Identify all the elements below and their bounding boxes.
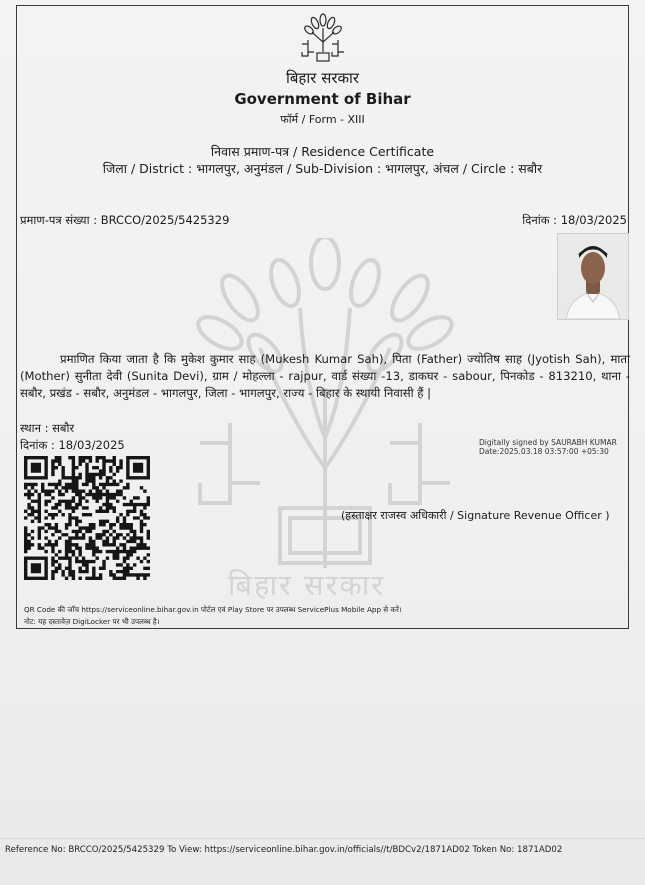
footer-divider	[0, 838, 645, 839]
digilocker-note: नोट: यह दस्तावेज़ DigiLocker पर भी उपलब्ध है।	[24, 617, 160, 626]
digital-signature-name: Digitally signed by SAURABH KUMAR	[479, 438, 617, 447]
signature-label: (हस्ताक्षर राजस्व अधिकारी / Signature Revenue Officer )	[341, 509, 610, 522]
issue-place: स्थान : सबौर	[20, 421, 75, 435]
qr-verification-note: QR Code की जाँच https://serviceonline.bihar.gov.in पोर्टल एवं Play Store पर उपलब्ध ServicePlus Mobile App से करें।	[24, 605, 402, 614]
watermark-text: बिहार सरकार	[228, 568, 386, 602]
certificate-date: दिनांक : 18/03/2025	[522, 213, 627, 227]
digital-signature-date: Date:2025.03.18 03:57:00 +05:30	[479, 447, 609, 456]
district-line: जिला / District : भागलपुर, अनुमंडल / Sub-Division : भागलपुर, अंचल / Circle : सबौर	[102, 161, 543, 176]
header-form-number: फॉर्म / Form - XIII	[280, 113, 365, 126]
issue-date: दिनांक : 18/03/2025	[20, 438, 125, 452]
certificate-title: निवास प्रमाण-पत्र / Residence Certificate	[210, 144, 435, 159]
header-hindi-title: बिहार सरकार	[285, 69, 360, 87]
certificate-body: प्रमाणित किया जाता है कि मुकेश कुमार साह (Mukesh Kumar Sah), पिता (Father) ज्योतिष साह (Jyotish Sah), माता (Mother) सुनीता देवी (Sunita Devi), ग्राम / मोहल्ला - rajpur, वार्ड संख्या -13, डाकघर - sabour, पिनकोड - 813210, थाना - सबौर, प्रखंड - सबौर, अनुमंडल - भागलपुर, जिला - भागलपुर, राज्य - बिहार के स्थायी निवासी हैं |	[20, 352, 630, 400]
qr-code[interactable]	[24, 456, 150, 580]
reference-line: Reference No: BRCCO/2025/5425329 To View: https://serviceonline.bihar.gov.in/officials//t/BDCv2/1871AD02 Token No: 1871AD02	[5, 845, 563, 855]
applicant-photo	[557, 233, 629, 320]
bihar-emblem-icon	[296, 12, 350, 66]
header-government: Government of Bihar	[234, 90, 411, 108]
certificate-number: प्रमाण-पत्र संख्या : BRCCO/2025/5425329	[20, 213, 230, 227]
